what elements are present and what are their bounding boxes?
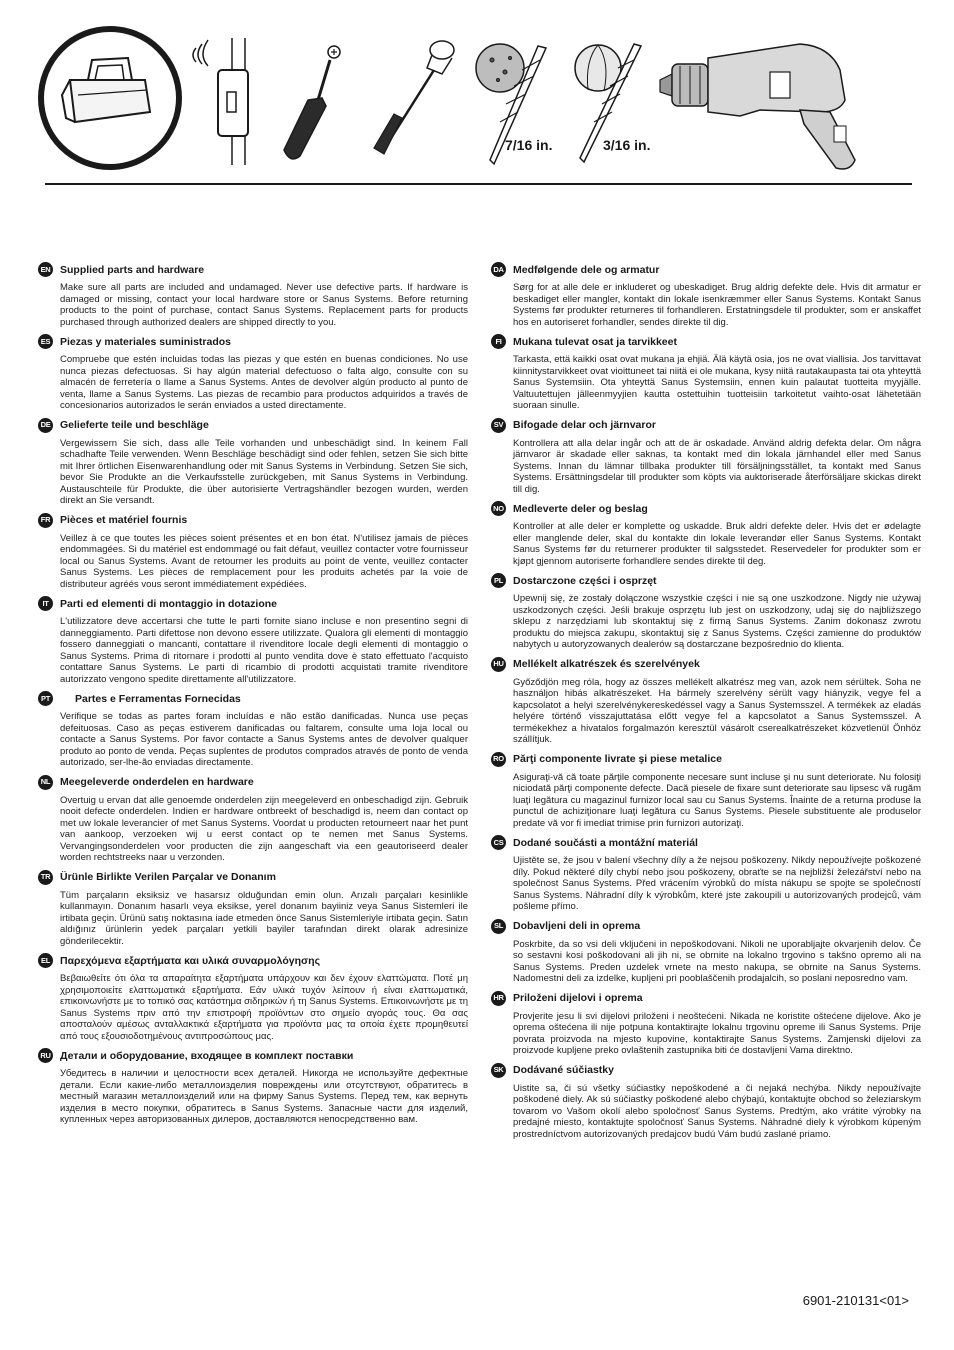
section-title: Supplied parts and hardware — [60, 263, 205, 276]
section-heading — [38, 775, 468, 790]
section-title: Partes e Ferramentas Fornecidas — [75, 692, 241, 705]
section-title: Gelieferte teile und beschläge — [60, 419, 209, 431]
section-title: Dostarczone części i osprzęt — [513, 574, 657, 587]
language-badge: PL — [491, 573, 506, 588]
section-title: Bifogade delar och järnvaror — [513, 419, 656, 431]
section-title: Medleverte deler og beslag — [513, 502, 648, 515]
section-heading — [38, 334, 468, 349]
language-badge: IT — [38, 596, 53, 611]
language-badge: CS — [491, 835, 506, 850]
section-heading — [491, 262, 921, 277]
section-heading — [491, 334, 921, 349]
section-title: Piezas y materiales suministrados — [60, 335, 231, 348]
section-heading — [38, 262, 468, 277]
section-sl — [491, 919, 921, 985]
section-heading — [491, 1063, 921, 1078]
section-es — [38, 334, 468, 412]
section-it — [38, 596, 468, 685]
section-tr — [38, 870, 468, 948]
section-title: Priloženi dijelovi i oprema — [513, 992, 643, 1004]
language-badge: DE — [38, 418, 53, 433]
right-column — [491, 262, 921, 1146]
section-heading — [38, 596, 468, 611]
language-badge: DA — [491, 262, 506, 277]
section-heading — [38, 691, 468, 706]
section-heading — [38, 1048, 468, 1063]
section-fi — [491, 334, 921, 412]
section-title: Детали и оборудование, входящее в комплект поставки — [60, 1049, 354, 1062]
section-el — [38, 953, 468, 1042]
header-divider — [45, 183, 912, 185]
section-body: Βεβαιωθείτε ότι όλα τα απαραίτητα εξαρτήματα υπάρχουν και δεν έχουν ελαττώματα. Ποτέ μη χρησιμοποιείτε ελαττωματικά εξαρτήματα. Εάν υλικά τυχόν λείπουν ή είναι ελαττωματικά, επικοινωνήστε με το τοπικό σας κατάστημα σιδηρικών ή τη Sanus Systems. Επικοινωνήστε με τη Sanus Systems πριν από την επιστροφή προϊόντων στο σημείο αγοράς τους. Θα σας αποσταλούν αμέσως ανταλλακτικά εξαρτήματα για προϊόντα μας τα οποία έχετε προμηθευτεί από τους εξουσιοδοτημένους αντιπροσώπους μας. — [60, 973, 468, 1042]
section-heading — [38, 418, 468, 433]
section-body: Verifique se todas as partes foram incluídas e não estão danificadas. Nunca use peças defeituosas. Caso as peças estiverem danificadas ou faltarem, consulte uma loja local ou contacte a Sanus Systems. Por favor contacte a Sanus Systems antes de devolver qualquer produto ao ponto de venda. Peças suplentes de produtos comprados através de ponto de venda autorizado, ser-lhe-ão enviadas directamente. — [60, 711, 468, 768]
section-body: Compruebe que estén incluidas todas las piezas y que estén en buenas condiciones. No use nunca piezas defectuosas. Si hay algún material defectuoso o falta algo, consulte con su almacén de ferretería o llame a Sanus Systems. Antes de devolver algún producto al punto de venta, llame a Sanus Systems. Las piezas de recambio para productos adquiridos a través de concesionarios autorizados le serán enviados a usted directamente. — [60, 354, 468, 411]
section-title: Medfølgende dele og armatur — [513, 263, 660, 276]
section-title: Mukana tulevat osat ja tarvikkeet — [513, 335, 677, 348]
section-da — [491, 262, 921, 328]
document-code: 6901-210131<01> — [802, 1293, 909, 1308]
section-fr — [38, 513, 468, 591]
section-body: Ujistěte se, že jsou v balení všechny díly a že nejsou poškozeny. Nikdy nepoužívejte poškozené díly. Pokud některé díly chybí nebo jsou poškozeny, obraťte se na nejbližší železářství nebo na společnost Sanus Systems. Před vrácením výrobků do místa nákupu se spojte se společností Sanus Systems. Náhradní díly k výrobkům, které jste zakoupili u autorizovaných prodejců, vám pošleme přímo. — [513, 855, 921, 912]
section-body: Sørg for at alle dele er inkluderet og ubeskadiget. Brug aldrig defekte dele. Hvis dit armatur er beskadiget eller mangler, kontakt din lokale isenkræmmer eller Sanus Systems. Kontakt Sanus Systems før produkter returneres til forhandleren. Erstatningsdele til produkter, som er anskaffet hos en autoriseret forhandler, sendes direkte til dig. — [513, 282, 921, 328]
section-heading — [491, 752, 921, 767]
section-body: Asiguraţi-vă că toate părţile componente necesare sunt incluse şi nu sunt deteriorate. Nu folosiţi niciodată părţi componente defecte. Dacă piesele de fixare sunt deteriorate sau lipsesc vă rugăm luaţi legătura cu magazinul furnizor local sau cu Sanus Systems. Înainte de a returna produse la punctul de achiziţionare luaţi legătura cu Sanus Systems. Piesele substituente ale produselor predate vă vor fi imediat trimise prin furnizori autorizaţi. — [513, 771, 921, 829]
language-badge: EN — [38, 262, 53, 277]
section-title: Dobavljeni deli in oprema — [513, 920, 641, 932]
language-badge: RO — [491, 752, 506, 767]
language-badge: RU — [38, 1048, 53, 1063]
toolbox-icon — [41, 29, 179, 167]
language-badge: SV — [491, 418, 506, 433]
section-body: Upewnij się, że zostały dołączone wszystkie części i nie są one uszkodzone. Nigdy nie używaj uszkodzonych części. Jeśli brakuje osprzętu lub jest on uszkodzony, udaj się do najbliższego sklepu z narzędziami lub skontaktuj się z firmą Sanus Systems. Zanim dokonasz zwrotu produktu do miejsca zakupu, skontaktuj się z Sanus Systems. Części zamienne do produktów nabytych u autoryzowanych dealerów są dostarczane bezpośrednio do klienta. — [513, 593, 921, 650]
section-pl — [491, 573, 921, 651]
drill-bit-size-label-a: 7/16 in. — [505, 137, 553, 153]
language-badge: SL — [491, 919, 506, 934]
section-body: Make sure all parts are included and undamaged. Never use defective parts. If hardware is damaged or missing, contact your local hardware store or Sanus Systems. Before returning products to the point of purchase, contact Sanus Systems. Replacement parts for products purchased through authorized dealers are shipped directly to you. — [60, 282, 468, 328]
section-title: Dodané součásti a montážní materiál — [513, 836, 698, 849]
section-body: Győződjön meg róla, hogy az összes mellékelt alkatrész meg van, azok nem sérültek. Soha ne használjon hibás alkatrészeket. Ha bármely szerelvény sérült vagy hiányzik, vegye fel a kapcsolatot a helyi szerelvénykereskedéssel vagy a Sanus Systemsszel. A termékek az eladás helyére történő visszajuttatása előtt vegye fel a kapcsolatot a Sanus Systemsszel. A termékekhez a hivatalos forgalmazón keresztül vásárolt cserealkatrészeket közvetlenül Önhöz szállítjuk. — [513, 676, 921, 745]
language-badge: FR — [38, 513, 53, 528]
section-heading — [38, 513, 468, 528]
left-column — [38, 262, 468, 1132]
section-body: Uistite sa, či sú všetky súčiastky nepoškodené a či nejaká nechýba. Nikdy nepoužívajte poškodené diely. Ak sú súčiastky poškodené alebo chýbajú, kontaktujte obchod so železiarskym tovarom vo Vašom okolí alebo spoločnosť Sanus Systems. Predtým, ako vrátite výrobky na predajné miesto, kontaktujte spoločnosť Sanus Systems. Náhradné diely k výrobkom kúpeným prostredníctvom autorizovaných predajcov budú Vám budú zaslané priamo. — [513, 1082, 921, 1140]
section-sv — [491, 418, 921, 496]
section-nl — [38, 775, 468, 864]
section-title: Părţi componente livrate şi piese metalice — [513, 753, 722, 765]
section-heading — [38, 953, 468, 968]
section-pt — [38, 691, 468, 769]
section-body: Provjerite jesu li svi dijelovi priloženi i neoštećeni. Nikada ne koristite oštećene dijelove. Ako je oprema oštećena ili nije potpuna kontaktirajte lokalnu trgovinu opreme ili Sanus Systems. Prije povrata proizvoda na mjesto kupovine, kontaktirajte Sanus Systems. Zamjenski dijelovi za proizvode kupljene preko ovlaštenih zastupnika biti će dostavljeni Vama direktno. — [513, 1010, 921, 1056]
section-cs — [491, 835, 921, 913]
language-badge: NL — [38, 775, 53, 790]
drill-bit-size-label-b: 3/16 in. — [603, 137, 651, 153]
section-heading — [491, 919, 921, 934]
section-no — [491, 501, 921, 567]
section-heading — [491, 501, 921, 516]
section-title: Ürünle Birlikte Verilen Parçalar ve Donanım — [60, 871, 276, 883]
section-body: Kontrollera att alla delar ingår och att de är oskadade. Använd aldrig defekta delar. Om några järnvaror är skadade eller saknas, ta kontakt med din lokala järnhandel eller med Sanus Systems. Innan du lämnar tillbaka produkter till försäljningsstället, ta kontakt med Sanus Systems. Ersättningsdelar till produkter som köpts via auktoriserade återförsäljare skickas direkt till dig. — [513, 437, 921, 495]
section-body: Tüm parçaların eksiksiz ve hasarsız olduğundan emin olun. Arızalı parçaları kesinlikle kullanmayın. Donanım hasarlı veya eksikse, yerel donanım bayiiniz veya Sanus Sistemleri ile irtibata geçin. Ürünü satış noktasına iade etmeden önce Sanus Sistemleriyle irtibata geçin. Satın aldığınız ürünlerin yedek parçaları yetkili bayiler tarafından direkt olarak adresinize gönderilecektir. — [60, 889, 468, 947]
section-body: Убедитесь в наличии и целостности всех деталей. Никогда не используйте дефектные детали. Если какие-либо металлоизделия повреждены или отсутствуют, обратитесь в местный магазин металлоизделий или на фирму Sanus Systems. Перед тем, как вернуть изделия в место покупки, обратитесь в Sanus Systems. Запасные части для изделий, купленных через авторизованных дилеров, доставляются непосредственно вам. — [60, 1068, 468, 1125]
section-body: Poskrbite, da so vsi deli vključeni in nepoškodovani. Nikoli ne uporabljajte okvarjenih delov. Če so sestavni kosi poškodovani ali jih ni, se obrnite na lokalno trgovino s takšno opremo ali na Sanus Systems. Preden uzdelek vrnete na mesto nakupa, se obrnite na Sanus Systems. Nadomestni deli za izdelke, kupljeni pri pooblaščenih prodajalcih, so poslani neposredno vam. — [513, 938, 921, 984]
section-title: Dodávané súčiastky — [513, 1064, 614, 1076]
language-badge: HU — [491, 657, 506, 672]
required-tools-illustration — [0, 0, 954, 200]
section-body: Overtuig u ervan dat alle genoemde onderdelen zijn meegeleverd en onbeschadigd zijn. Gebruik nooit defecte onderdelen. Indien er hardware ontbreekt of beschadigd is, neem dan contact op met uw lokale leverancier of met Sanus Systems. Voordat u producten retourneert naar het punt van aankoop, verzoeken wij u eerst contact op te nemen met Sanus Systems. Vervangingsonderdelen voor producten die zijn aangeschaft via een geautoriseerd dealer worden rechtstreeks naar u verzonden. — [60, 794, 468, 863]
language-badge: ES — [38, 334, 53, 349]
socket-wrench-icon — [374, 41, 454, 154]
language-badge: NO — [491, 501, 506, 516]
section-heading — [491, 835, 921, 850]
section-heading — [38, 870, 468, 885]
section-en — [38, 262, 468, 328]
section-ru — [38, 1048, 468, 1126]
section-title: Παρεχόμενα εξαρτήματα και υλικά συναρμολόγησης — [60, 954, 321, 967]
section-body: L'utilizzatore deve accertarsi che tutte le parti fornite siano incluse e non presentino segni di danneggiamento. Parti difettose non devono essere utilizzate. Qualora gli elementi di montaggio fossero danneggiati o mancanti, contattare il rivenditore locale degli elementi di montaggio o Sanus Systems. Prima di ritornare i prodotti al punto vendita dove è stato effettuato l'acquisto contattare Sanus Systems. Le parti di ricambio di prodotti acquistati tramite rivenditore autorizzato vengono spedite direttamente all'utilizzatore. — [60, 616, 468, 685]
section-hr — [491, 991, 921, 1057]
section-title: Mellékelt alkatrészek és szerelvények — [513, 658, 700, 670]
section-heading — [491, 573, 921, 588]
screwdriver-icon — [284, 46, 340, 159]
power-drill-icon — [660, 44, 855, 169]
section-heading — [491, 657, 921, 672]
section-title: Parti ed elementi di montaggio in dotazione — [60, 597, 278, 610]
section-heading — [491, 991, 921, 1006]
language-badge: HR — [491, 991, 506, 1006]
section-body: Vergewissern Sie sich, dass alle Teile vorhanden und unbeschädigt sind. In keinem Fall schadhafte Teile verwenden. Wenn Beschläge beschädigt sind oder fehlen, setzen Sie sich bitte mit Ihrer örtlichen Eisenwarenhandlung oder mit Sanus Systems in Verbindung. Setzen Sie sich, bevor Sie Produkte an die Verkaufsstelle zurückgeben, mit Sanus Systems in Verbindung. Austauschteile für Produkte, die über autorisierte Vertragshändler bezogen wurden, werden direkt an Sie versandt. — [60, 437, 468, 506]
language-badge: SK — [491, 1063, 506, 1078]
section-body: Tarkasta, että kaikki osat ovat mukana ja ehjiä. Älä käytä osia, jos ne ovat viallisia. Jos tarvittavat kiinnitystarvikkeet ovat vioittuneet tai niitä ei ole mukana, kysy niitä rautakaupasta tai ota yhteyttä Sanus Systemsiin. Ota yhteyttä Sanus Systemsiin, ennen kuin palautat tuotteita myyjälle. Valtuutettujen jälleenmyyjien kautta ostettuihin tuotteisiin tarkoitetut vaihto-osat lähetetään suoraan sinulle. — [513, 354, 921, 411]
section-ro — [491, 752, 921, 830]
section-sk — [491, 1063, 921, 1141]
section-heading — [491, 418, 921, 433]
section-de — [38, 418, 468, 507]
language-badge: EL — [38, 953, 53, 968]
language-badge: TR — [38, 870, 53, 885]
language-badge: PT — [38, 691, 53, 706]
section-body: Veillez à ce que toutes les pièces soient présentes et en bon état. N'utilisez jamais de pièces endommagées. Si du matériel est endommagé ou fait défaut, veuillez contacter votre fournisseur local ou Sanus Systems. Avant de retourner les produits au point de vente, veuillez contacter Sanus Systems. Les pièces de remplacement pour les produits achetés par la voie de distributeur agréés vous seront immédiatement expédiées. — [60, 532, 468, 590]
section-hu — [491, 657, 921, 746]
language-badge: FI — [491, 334, 506, 349]
section-body: Kontroller at alle deler er komplette og uskadde. Bruk aldri defekte deler. Hvis det er ødelagte eller manglende deler, skal du kontakte din lokale leverandør eller Sanus Systems. Kontakt Sanus Systems før du returnerer produkter til salgsstedet. Reservedeler for produkter som er kjøpt gjennom autoriserte forhandlere sendes direkte til deg. — [513, 521, 921, 567]
section-title: Meegeleverde onderdelen en hardware — [60, 776, 254, 788]
stud-finder-icon — [193, 38, 248, 165]
section-title: Pièces et matériel fournis — [60, 514, 188, 526]
